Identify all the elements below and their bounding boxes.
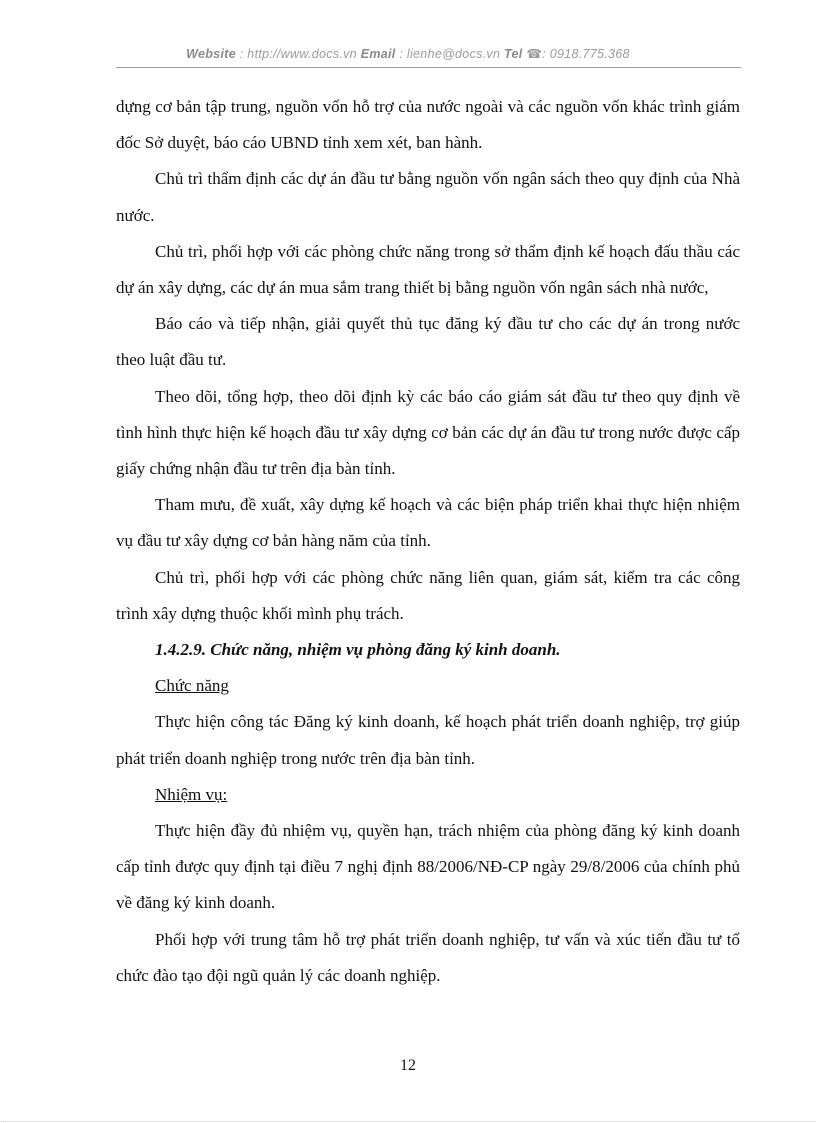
paragraph: Tham mưu, đề xuất, xây dựng kế hoạch và các biện pháp triển khai thực hiện nhiệm vụ đầu tư xây dựng cơ bản hàng năm của tỉnh. xyxy=(116,495,740,551)
paragraph: Chủ trì, phối hợp với các phòng chức năng liên quan, giám sát, kiểm tra các công trình xây dựng thuộc khối mình phụ trách. xyxy=(116,567,740,623)
paragraph: Chủ trì, phối hợp với các phòng chức năng trong sở thẩm định kế hoạch đấu thầu các dự án xây dựng, các dự án mua sắm trang thiết bị bằng nguồn vốn ngân sách nhà nước, xyxy=(116,241,740,298)
tel-value: : 0918.775.368 xyxy=(542,47,630,61)
duty-label-line xyxy=(116,777,740,813)
duty-label: Nhiệm vụ: xyxy=(155,784,228,804)
function-label: Chức năng xyxy=(155,676,229,696)
function-label-line xyxy=(116,668,740,704)
function-paragraph: Thực hiện công tác Đăng ký kinh doanh, kế hoạch phát triển doanh nghiệp, trợ giúp phát triển doanh nghiệp trong nước trên địa bàn tỉnh. xyxy=(116,712,740,768)
header-divider xyxy=(116,67,741,68)
email-label: Email xyxy=(360,47,396,61)
paragraph: dựng cơ bản tập trung, nguồn vốn hỗ trợ của nước ngoài và các nguồn vốn khác trình giám đốc Sở duyệt, báo cáo UBND tỉnh xem xét, ban hành. xyxy=(116,97,740,153)
website-value: : http://www.docs.vn xyxy=(239,47,357,61)
page-header xyxy=(0,46,816,61)
tel-label: Tel xyxy=(504,47,523,61)
phone-icon: ☎ xyxy=(526,47,543,61)
document-body xyxy=(116,89,740,994)
page-number: 12 xyxy=(400,1057,416,1074)
paragraph: Theo dõi, tổng hợp, theo dõi định kỳ các báo cáo giám sát đầu tư theo quy định về tình hình thực hiện kế hoạch đầu tư xây dựng cơ bản các dự án đầu tư trong nước được cấp giấy chứng nhận đầu tư trên địa bàn tỉnh. xyxy=(116,386,740,479)
paragraph: Báo cáo và tiếp nhận, giải quyết thủ tục đăng ký đầu tư cho các dự án trong nước theo luật đầu tư. xyxy=(116,314,740,370)
website-label: Website xyxy=(186,47,236,61)
paragraph: Chủ trì thẩm định các dự án đầu tư bằng nguồn vốn ngân sách theo quy định của Nhà nước. xyxy=(116,169,740,225)
footer-divider xyxy=(0,1121,816,1122)
email-value: : lienhe@docs.vn xyxy=(399,47,501,61)
section-heading: 1.4.2.9. Chức năng, nhiệm vụ phòng đăng ký kinh doanh. xyxy=(155,640,561,660)
duty-paragraph: Thực hiện đầy đủ nhiệm vụ, quyền hạn, trách nhiệm của phòng đăng ký kinh doanh cấp tỉnh được quy định tại điều 7 nghị định 88/2006/NĐ-CP ngày 29/8/2006 của chính phủ về đăng ký kinh doanh. xyxy=(116,821,740,913)
duty-paragraph: Phối hợp với trung tâm hỗ trợ phát triển doanh nghiệp, tư vấn và xúc tiến đầu tư tổ chức đào tạo đội ngũ quản lý các doanh nghiệp. xyxy=(116,929,740,985)
